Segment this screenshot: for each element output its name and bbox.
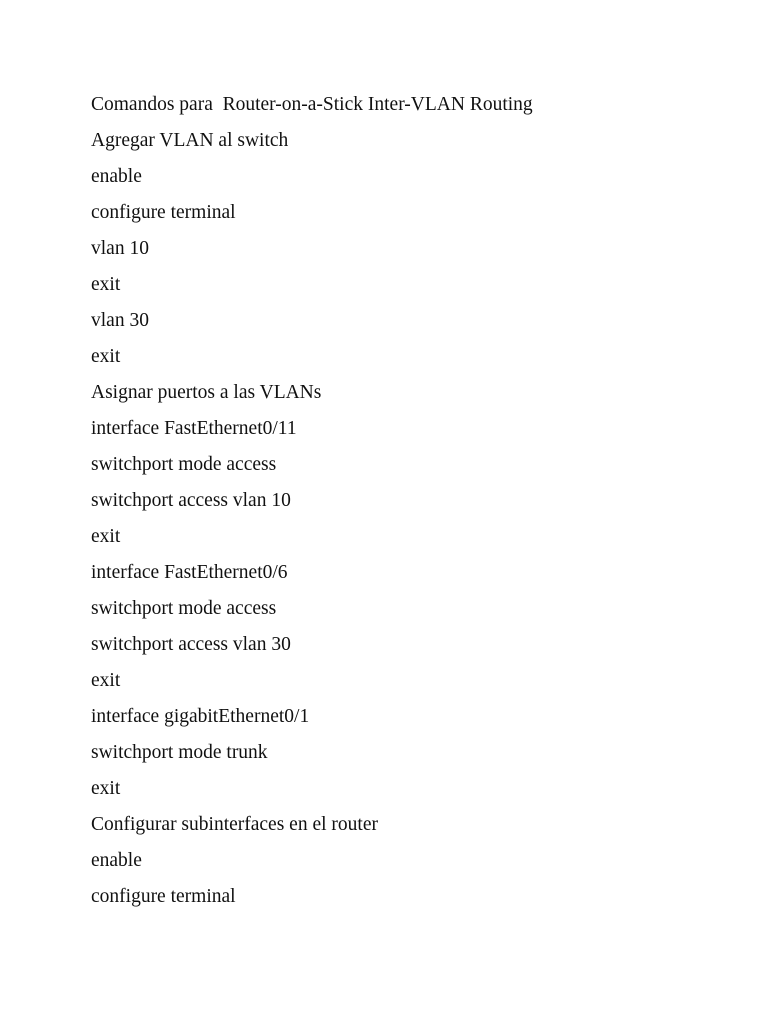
document-body [91, 87, 711, 915]
command-line: interface gigabitEthernet0/1 [91, 706, 310, 727]
command-line: switchport mode access [91, 598, 277, 619]
command-line: vlan 30 [91, 310, 149, 331]
command-line: interface FastEthernet0/11 [91, 418, 297, 439]
command-line: switchport mode trunk [91, 742, 268, 763]
command-line: enable [91, 166, 142, 187]
command-line: configure terminal [91, 202, 236, 223]
command-line: switchport access vlan 30 [91, 634, 291, 655]
section-heading: Configurar subinterfaces en el router [91, 814, 378, 835]
command-line: exit [91, 670, 121, 691]
command-line: interface FastEthernet0/6 [91, 562, 288, 583]
command-line: configure terminal [91, 886, 236, 907]
command-line: vlan 10 [91, 238, 149, 259]
command-line: switchport mode access [91, 454, 277, 475]
command-line: switchport access vlan 10 [91, 490, 291, 511]
command-line: exit [91, 526, 121, 547]
section-heading: Asignar puertos a las VLANs [91, 382, 322, 403]
document-title: Comandos para Router-on-a-Stick Inter-VLAN Routing [91, 94, 533, 115]
command-line: exit [91, 274, 121, 295]
command-line: exit [91, 778, 121, 799]
command-line: enable [91, 850, 142, 871]
section-heading: Agregar VLAN al switch [91, 130, 289, 151]
command-line: exit [91, 346, 121, 367]
